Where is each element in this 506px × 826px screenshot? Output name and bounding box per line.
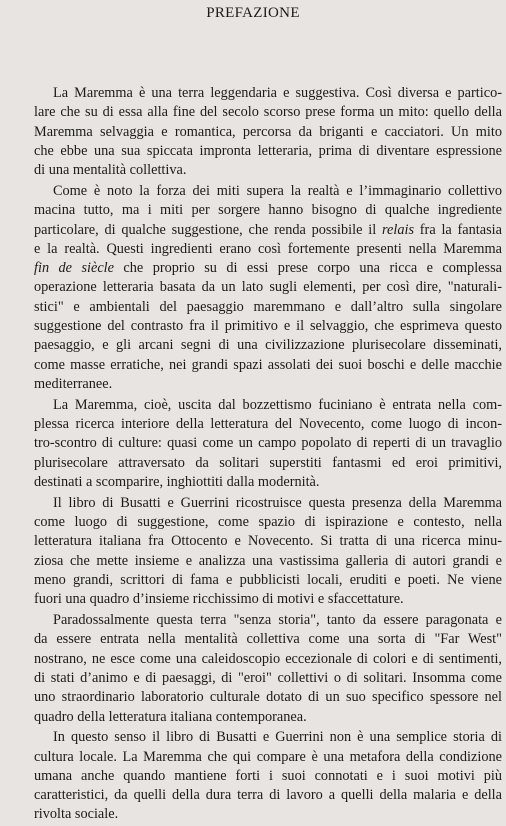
text-line: macina tutto, ma i miti per sorgere hanno bisogno di qualche ingrediente [34, 202, 502, 219]
text-line: meno grandi, scrittori di fama e pubblicisti locali, eruditi e poeti. Ne viene [34, 571, 502, 588]
text-line: come luogo di suggestione, come spazio di ispirazione e contesto, nella [34, 514, 502, 531]
paragraph-5 [34, 611, 502, 727]
text-line: come masse erratiche, nei grandi spazi assolati dei suoi boschi e delle macchie [34, 356, 502, 373]
text-line: che ebbe una sua spiccata impronta letteraria, prima di diventare espressione [34, 142, 502, 159]
text-line: rivolta sociale. [34, 806, 119, 823]
paragraph-3 [34, 396, 502, 492]
text-line: plessa ricerca interiore della letteratura del Novecento, come luogo di incon- [34, 416, 502, 433]
text-line: Come è noto la forza dei miti supera la realtà e l’immaginario collettivo [53, 182, 502, 199]
text-line: cultura locale. La Maremma che qui compare è una metafora della condizione [34, 748, 502, 765]
text-line: umana anche quando mantiene forti i suoi connotati e i suoi motivi più [34, 767, 502, 784]
text-line: operazione letteraria basata da un lato sugli elementi, per così dire, "naturali- [34, 279, 502, 296]
text-line: uno straordinario laboratorio culturale dotato di un suo specifico spessore nel [34, 689, 502, 706]
text-line: Maremma selvaggia e romantica, percorsa da briganti e cacciatori. Un mito [34, 123, 502, 140]
paragraph-6 [34, 728, 502, 824]
italic-term-fin-de-siecle: fin de siècle [34, 260, 114, 277]
text-line: mediterranee. [34, 375, 113, 392]
text-line: lare che su di essa alla fine del secolo scorso prese forma un mito: quello della [34, 104, 502, 121]
text-line: paesaggio, e gli arcani segni di una civilizzazione plurisecolare disseminati, [34, 337, 502, 354]
text-line: tro-scontro di culture: quasi come un campo popolato di reperti di un travaglio [34, 435, 502, 452]
text-line-with-italic [34, 259, 502, 278]
paragraph-1 [34, 84, 502, 180]
text-line: di una mentalità collettiva. [34, 162, 187, 179]
paragraph-4 [34, 494, 502, 610]
text-line: stici" e ambientali del paesaggio maremmano e dall’altro sulla singolare [34, 298, 502, 315]
text-line: destinati a scomparire, inghiottiti dalla modernità. [34, 473, 320, 490]
text-line: plurisecolare attraversato da solitari superstiti fantasmi ed eroi primitivi, [34, 454, 502, 471]
text-line: caratteristici, da quelli della dura terra di lavoro a quelli della malaria e della [34, 787, 502, 804]
text-line: ziosa che mette insieme e analizza una vastissima galleria di autori grandi e [34, 552, 502, 569]
text-line: e la realtà. Questi ingredienti erano così fortemente presenti nella Maremma [34, 240, 502, 257]
text-line: da essere entrata nella mentalità collettiva come una sorta di "Far West" [34, 631, 502, 648]
text-line: quadro della letteratura italiana contemporanea. [34, 708, 307, 725]
text-line: letteratura italiana fra Ottocento e Novecento. Si tratta di una ricerca minu- [34, 533, 502, 550]
page-title: PREFAZIONE [206, 5, 300, 21]
text-line: nostrano, ne esce come una caleidoscopio eccezionale di colori e di sentimenti, [34, 650, 502, 667]
text-segment: che proprio su di essi prese corpo una ricca e complessa [114, 260, 502, 277]
text-line-with-italic [34, 221, 502, 240]
preface-body [34, 84, 502, 826]
text-line: In questo senso il libro di Busatti e Guerrini non è una semplice storia di [53, 729, 502, 746]
text-line: Il libro di Busatti e Guerrini ricostruisce questa presenza della Maremma [53, 494, 502, 511]
paragraph-2 [34, 182, 502, 394]
text-segment: particolare, di qualche suggestione, che renda possibile il [34, 221, 382, 238]
text-line: Paradossalmente questa terra "senza storia", tanto da essere paragonata e [53, 612, 502, 629]
italic-term-relais: relais [381, 221, 415, 238]
text-line: di stati d’animo e di paesaggi, di "eroi" collettivi o di solitari. Insomma come [34, 669, 502, 686]
text-line: La Maremma è una terra leggendaria e suggestiva. Così diversa e partico- [53, 85, 502, 101]
text-line: suggestione del contrasto fra il primitivo e il selvaggio, che esprimeva questo [34, 318, 502, 335]
text-line: fuori una quadro d’insieme ricchissimo di motivi e sfaccettature. [34, 591, 404, 608]
text-line: La Maremma, cioè, uscita dal bozzettismo fuciniano è entrata nella com- [53, 396, 502, 413]
text-segment: fra la fantasia [414, 221, 502, 238]
